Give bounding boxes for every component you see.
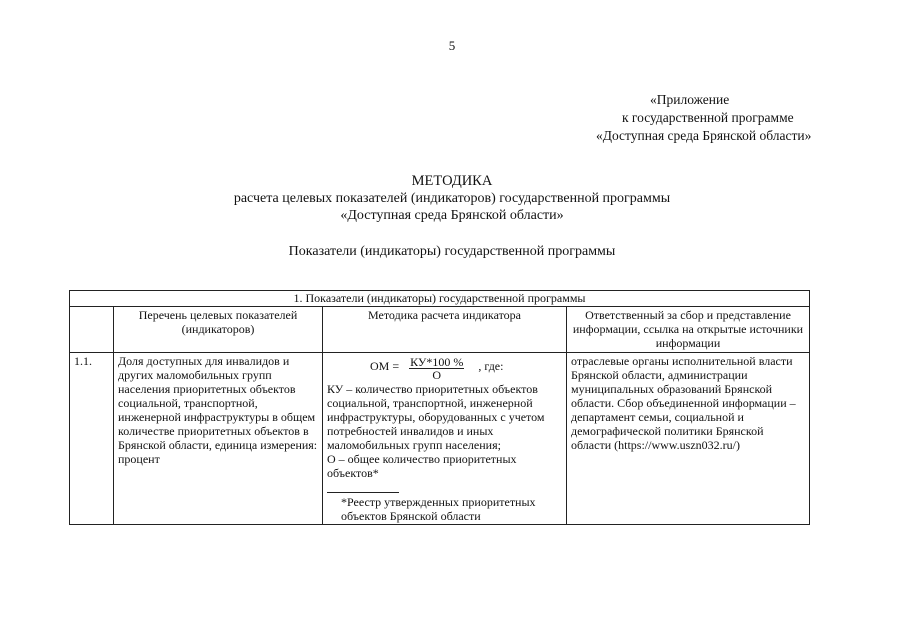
footnote: *Реестр утвержденных приоритетных объектов Брянской области [341,495,536,523]
column-header-method: Методика расчета индикатора [323,307,567,353]
section-title: Показатели (индикаторы) государственной программы [288,244,616,259]
formula-lhs: ОМ = [370,359,400,373]
formula-fraction [409,356,464,381]
column-header-responsible: Ответственный за сбор и представление информации, ссылка на открытые источники информации [567,307,810,353]
formula-suffix: , где: [478,359,504,373]
footnote-divider [327,492,399,493]
formula-numerator: КУ*100 % [410,355,464,369]
appendix-line-2: к государственной программе [622,110,794,125]
appendix-note [596,91,811,145]
document-title: МЕТОДИКА [411,173,493,189]
formula-denominator: О [432,368,442,382]
method-total-definition: О – общее количество приоритетных объектов* [327,452,517,480]
program-name: «Доступная среда Брянской области» [340,208,564,223]
method-cell [323,353,567,525]
responsible-cell: отраслевые органы исполнительной власти Брянской области, администрации муниципальных образований Брянской области. Сбор объединенной информации – департамент семьи, социальной и демографической политики Брянской области (https://www.uszn032.ru/) [567,353,810,525]
indicators-table [69,290,810,525]
method-description: КУ – количество приоритетных объектов социальной, транспортной, инженерной инфраструктуры, оборудованных с учетом потребностей инвалидов и иных маломобильных групп населения; [327,382,545,452]
column-header-indicators: Перечень целевых показателей (индикаторов) [114,307,323,353]
document-subtitle: расчета целевых показателей (индикаторов) государственной программы [233,191,671,206]
indicator-cell: Доля доступных для инвалидов и других маломобильных групп населения приоритетных объектов социальной, транспортной, инженерной инфраструктуры в общем количестве приоритетных объектов в Брянской области, единица измерения: процент [114,353,323,525]
appendix-line-3: «Доступная среда Брянской области» [596,128,812,143]
table-column-header-row [70,307,810,353]
row-number: 1.1. [70,353,114,525]
table-span-header-row [70,291,810,307]
table-span-header: 1. Показатели (индикаторы) государственной программы [70,291,810,307]
column-header-number [70,307,114,353]
table-row [70,353,810,525]
page-number: 5 [448,38,456,53]
appendix-line-1: «Приложение [650,92,730,107]
formula [370,356,562,380]
